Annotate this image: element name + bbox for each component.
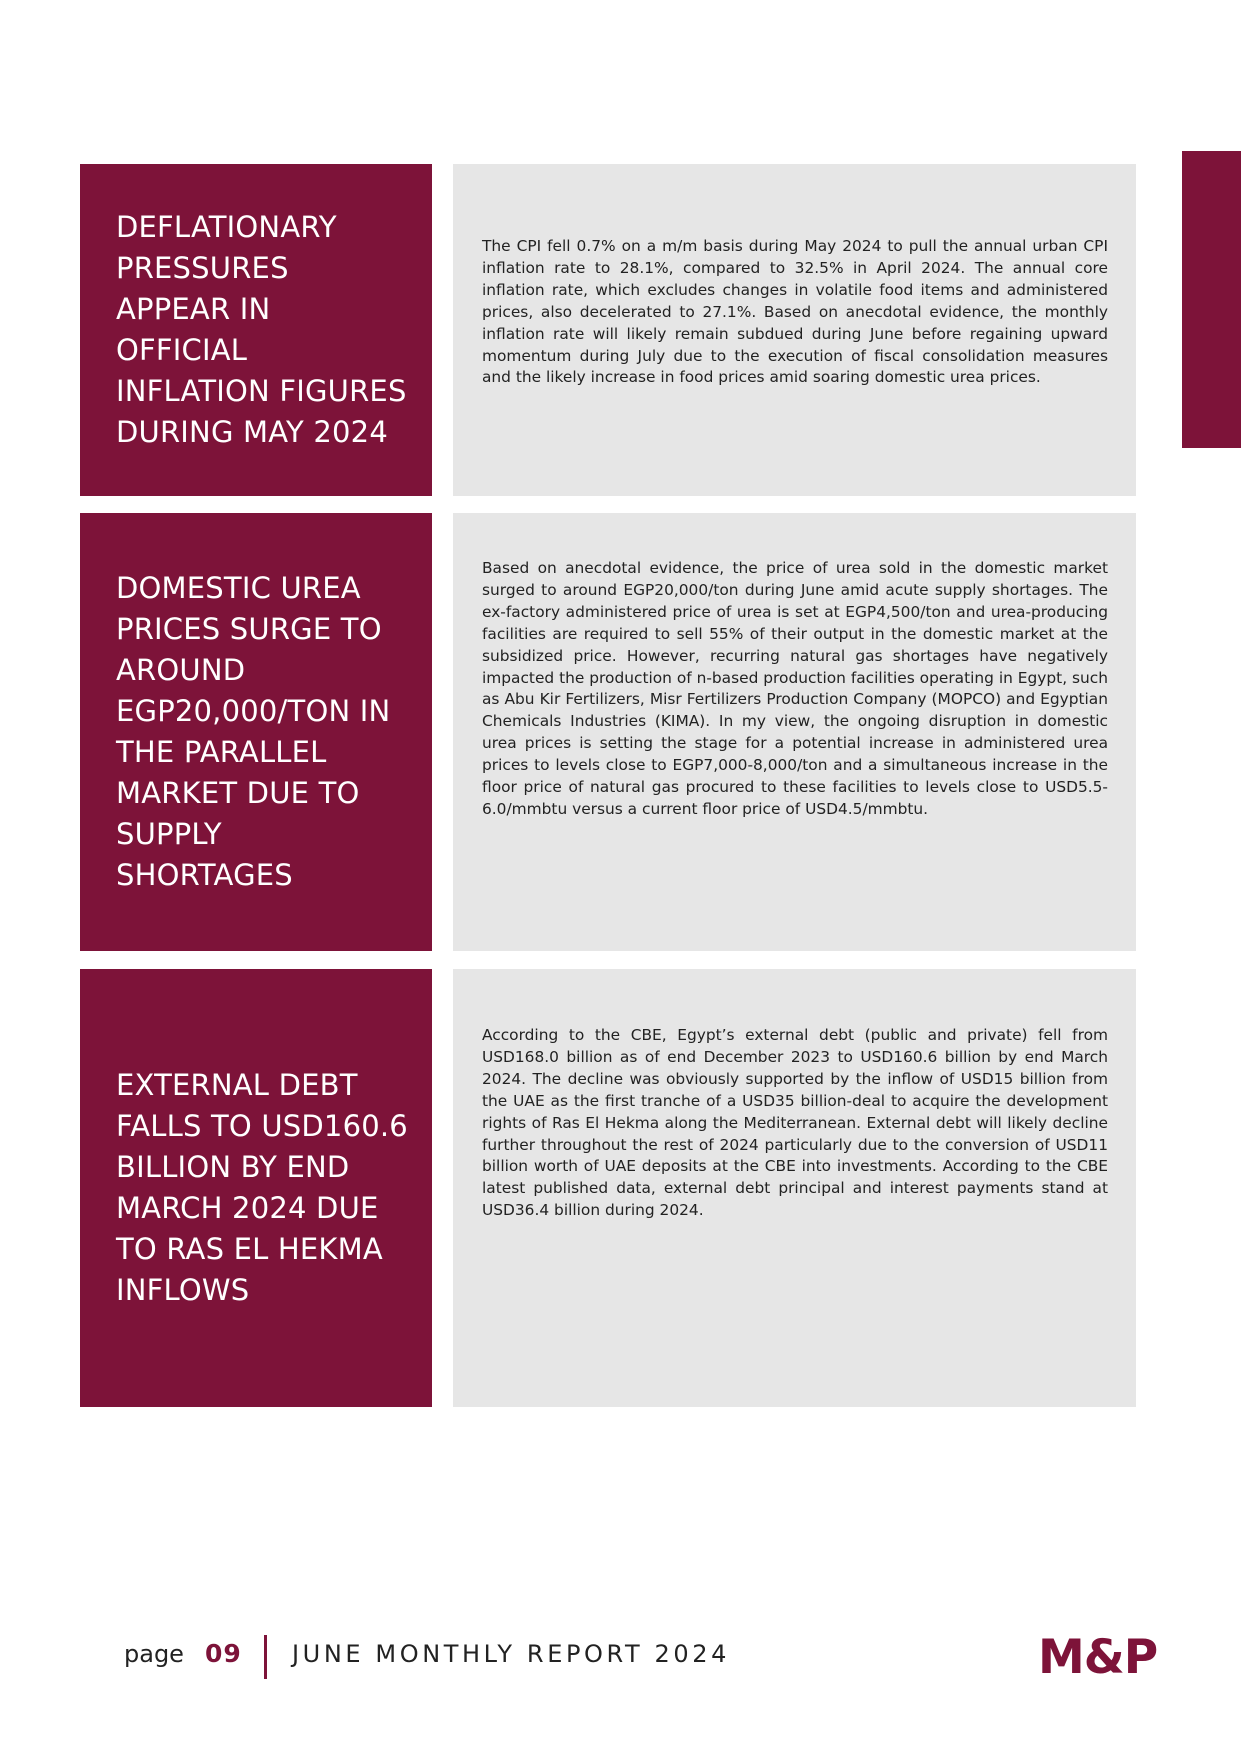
report-title: JUNE MONTHLY REPORT 2024: [292, 1640, 731, 1668]
section-headline: DOMESTIC UREA PRICES SURGE TO AROUND EGP20,000/TON IN THE PARALLEL MARKET DUE TO SUPPLY SHORTAGES: [116, 571, 391, 892]
section-body-box: [453, 969, 1136, 1407]
company-logo: M&P: [1038, 1630, 1158, 1685]
page-label: page: [124, 1640, 184, 1668]
footer-divider: [264, 1635, 267, 1679]
page-number: 09: [205, 1639, 242, 1668]
section-urea-prices: [80, 513, 1136, 951]
section-headline-box: [80, 164, 432, 496]
section-body-text: The CPI fell 0.7% on a m/m basis during May 2024 to pull the annual urban CPI inflation rate to 28.1%, compared to 32.5% in April 2024. The annual core inflation rate, which excludes changes in volatile food items and administered prices, also decelerated to 27.1%. Based on anecdotal evidence, the monthly inflation rate will likely remain subdued during June before regaining upward momentum during July due to the execution of fiscal consolidation measures and the likely increase in food prices amid soaring domestic urea prices.: [482, 237, 1108, 387]
section-headline: DEFLATIONARY PRESSURES APPEAR IN OFFICIAL INFLATION FIGURES DURING MAY 2024: [116, 210, 407, 449]
side-tab-marker: [1182, 151, 1241, 448]
section-headline: EXTERNAL DEBT FALLS TO USD160.6 BILLION BY END MARCH 2024 DUE TO RAS EL HEKMA INFLOWS: [116, 1068, 408, 1307]
section-external-debt: [80, 969, 1136, 1407]
section-body-text: According to the CBE, Egypt’s external debt (public and private) fell from USD168.0 billion as of end December 2023 to USD160.6 billion by end March 2024. The decline was obviously supported by the inflow of USD15 billion from the UAE as the first tranche of a USD35 billion-deal to acquire the development rights of Ras El Hekma along the Mediterranean. External debt will likely decline further throughout the rest of 2024 particularly due to the conversion of USD11 billion worth of UAE deposits at the CBE into investments. According to the CBE latest published data, external debt principal and interest payments stand at USD36.4 billion during 2024.: [482, 1026, 1108, 1220]
section-inflation: [80, 164, 1136, 496]
section-body-box: [453, 513, 1136, 951]
section-headline-box: [80, 513, 432, 951]
section-body-box: [453, 164, 1136, 496]
section-body-text: Based on anecdotal evidence, the price of urea sold in the domestic market surged to around EGP20,000/ton during June amid acute supply shortages. The ex-factory administered price of urea is set at EGP4,500/ton and urea-producing facilities are required to sell 55% of their output in the domestic market at the subsidized price. However, recurring natural gas shortages have negatively impacted the production of n-based production facilities operating in Egypt, such as Abu Kir Fertilizers, Misr Fertilizers Production Company (MOPCO) and Egyptian Chemicals Industries (KIMA). In my view, the ongoing disruption in domestic urea prices is setting the stage for a potential increase in administered urea prices to levels close to EGP7,000-8,000/ton and a simultaneous increase in the floor price of natural gas procured to these facilities to levels close to USD5.5-6.0/mmbtu versus a current floor price of USD4.5/mmbtu.: [482, 559, 1108, 818]
section-headline-box: [80, 969, 432, 1407]
